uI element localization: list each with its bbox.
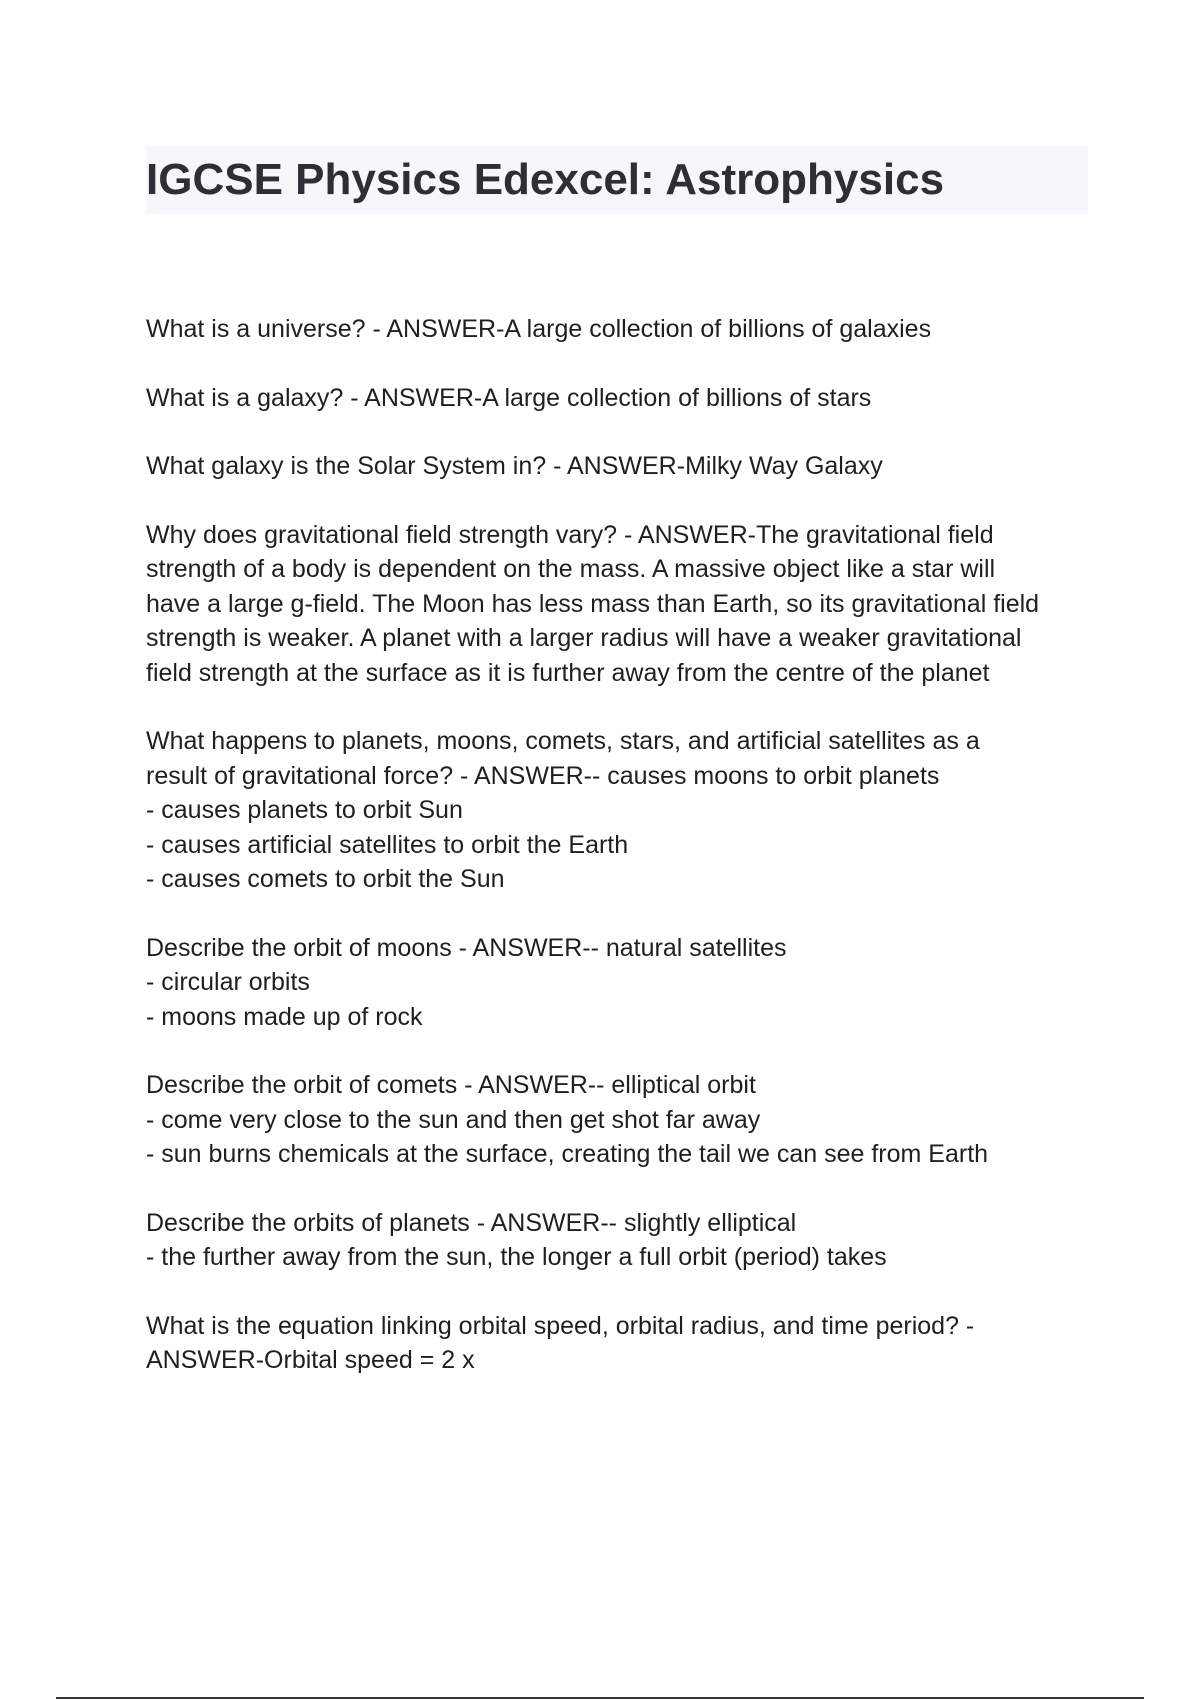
qa-entry-galaxy — [146, 381, 1091, 416]
qa-line: - causes planets to orbit Sun — [146, 796, 463, 824]
qa-line: - causes artificial satellites to orbit the Earth — [146, 830, 629, 859]
qa-line: What is a galaxy? - ANSWER-A large collection of billions of stars — [146, 383, 872, 412]
qa-line: What is a universe? - ANSWER-A large collection of billions of galaxies — [146, 315, 932, 343]
qa-line: What galaxy is the Solar System in? - ANSWER-Milky Way Galaxy — [146, 452, 883, 480]
qa-line: result of gravitational force? - ANSWER-- causes moons to orbit planets — [146, 761, 940, 790]
qa-entry-orbital-speed-equation — [146, 1309, 1091, 1378]
qa-line: field strength at the surface as it is further away from the centre of the planet — [146, 658, 990, 687]
qa-entry-orbit-of-moons — [146, 931, 1091, 1035]
qa-line: - circular orbits — [146, 968, 310, 996]
qa-line: strength of a body is dependent on the mass. A massive object like a star will — [146, 555, 996, 583]
page-bottom-rule — [56, 1697, 1144, 1699]
qa-entry-gravitational-field-strength — [146, 518, 1091, 691]
qa-line: Describe the orbit of moons - ANSWER-- natural satellites — [146, 933, 787, 962]
qa-line: - the further away from the sun, the longer a full orbit (period) takes — [146, 1243, 887, 1271]
qa-line: strength is weaker. A planet with a larger radius will have a weaker gravitational — [146, 624, 1022, 652]
qa-line: - sun burns chemicals at the surface, creating the tail we can see from Earth — [146, 1140, 989, 1168]
qa-line: - causes comets to orbit the Sun — [146, 865, 505, 893]
qa-line: Describe the orbit of comets - ANSWER-- elliptical orbit — [146, 1071, 756, 1099]
document-title: IGCSE Physics Edexcel: Astrophysics — [146, 155, 945, 204]
qa-entry-orbits-of-planets — [146, 1206, 1091, 1275]
qa-entry-orbit-of-comets — [146, 1068, 1091, 1172]
qa-line: - come very close to the sun and then get shot far away — [146, 1105, 761, 1134]
qa-line: - moons made up of rock — [146, 1002, 423, 1031]
qa-entry-solar-system-galaxy — [146, 449, 1091, 484]
qa-line: What is the equation linking orbital speed, orbital radius, and time period? - — [146, 1311, 975, 1340]
qa-line: ANSWER-Orbital speed = 2 x — [146, 1346, 475, 1374]
qa-list — [146, 312, 1091, 1412]
qa-line: What happens to planets, moons, comets, stars, and artificial satellites as a — [146, 727, 980, 755]
qa-entry-universe — [146, 312, 1091, 347]
qa-line: Why does gravitational field strength vary? - ANSWER-The gravitational field — [146, 520, 994, 549]
qa-line: Describe the orbits of planets - ANSWER-- slightly elliptical — [146, 1208, 797, 1237]
qa-line: have a large g-field. The Moon has less mass than Earth, so its gravitational field — [146, 589, 1040, 618]
qa-entry-gravitational-force-effects — [146, 724, 1091, 897]
